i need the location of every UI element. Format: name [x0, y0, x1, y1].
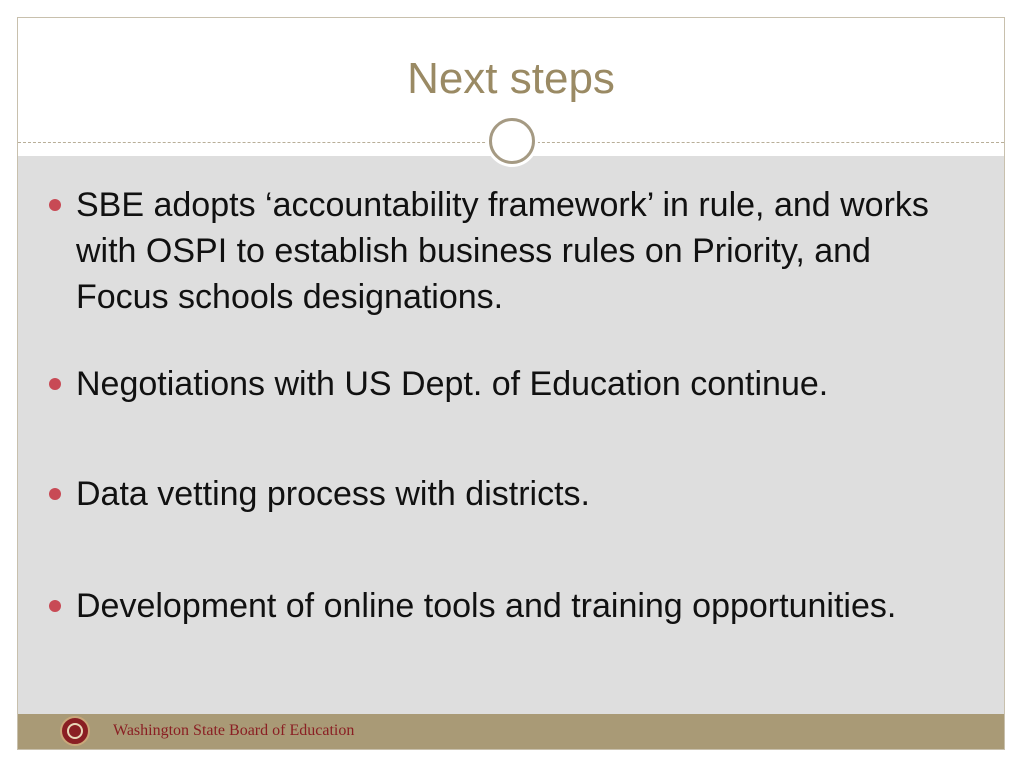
bullet-text: SBE adopts ‘accountability framework’ in rule, and works with OSPI to establish business rules on Priority, and Focus schools designations.: [76, 186, 929, 316]
board-seal-icon: [60, 716, 90, 746]
content-area: [18, 156, 1004, 716]
bullet-dot-icon: [49, 199, 61, 211]
seal-inner: [67, 723, 83, 739]
circle-ring-icon: [486, 115, 538, 167]
bullet-dot-icon: [49, 378, 61, 390]
bullet-item: [76, 361, 956, 407]
bullet-text: Data vetting process with districts.: [76, 475, 590, 513]
bullet-dot-icon: [49, 600, 61, 612]
footer-text: Washington State Board of Education: [113, 722, 355, 739]
bullet-text: Development of online tools and training opportunities.: [76, 587, 897, 625]
bullet-text: Negotiations with US Dept. of Education continue.: [76, 365, 829, 403]
bullet-item: [76, 182, 956, 320]
bullet-item: [76, 583, 956, 629]
slide-title: Next steps: [407, 54, 615, 103]
slide: [17, 17, 1005, 750]
bullet-list: [18, 156, 1004, 716]
bullet-item: [76, 471, 956, 517]
bullet-dot-icon: [49, 488, 61, 500]
ornament-ring: [489, 118, 535, 164]
footer-bar: [18, 714, 1004, 749]
